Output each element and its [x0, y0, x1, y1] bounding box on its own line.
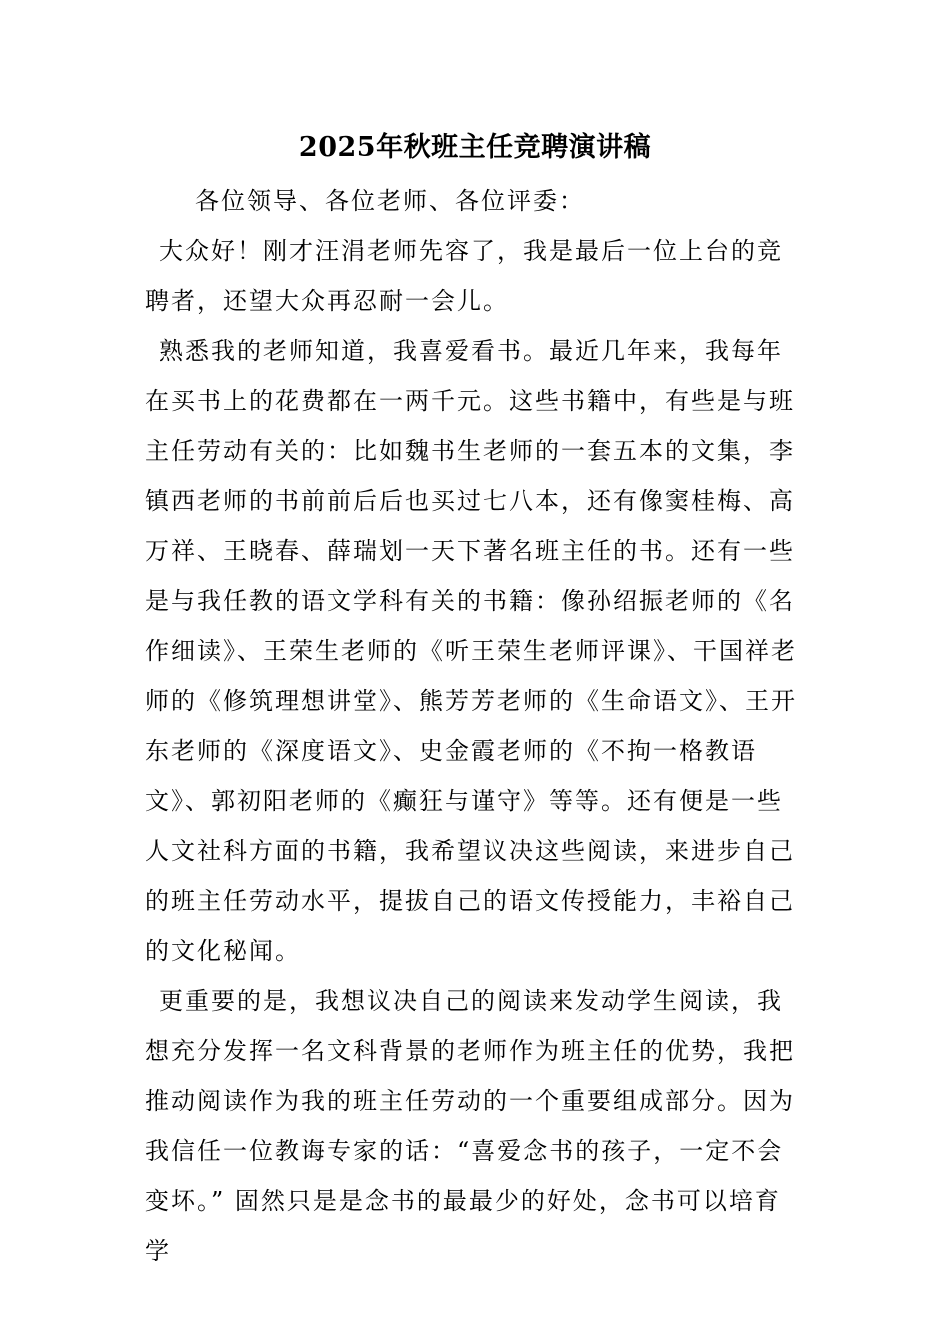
salutation: 各位领导、各位老师、各位评委： [195, 187, 585, 215]
paragraph-reading-habits: 熟悉我的老师知道，我喜爱看书。最近几年来，我每年在买书上的花费都在一两千元。这些书籍中，有些是与班主任劳动有关的：比如魏书生老师的一套五本的文集，李镇西老师的书前前后后也买过七八本，还有像窦桂梅、高万祥、王晓春、薛瑞划一天下著名班主任的书。还有一些是与我任教的语文学科有关的书籍：像孙绍振老师的《名作细读》、王荣生老师的《听王荣生老师评课》、干国祥老师的《修筑理想讲堂》、熊芳芳老师的《生命语文》、王开东老师的《深度语文》、史金霞老师的《不拘一格教语文》、郭初阳老师的《癫狂与谨守》等等。还有便是一些人文社科方面的书籍，我希望议决这些阅读，来进步自己的班主任劳动水平，提拔自己的语文传授能力，丰裕自己的文化秘闻。 [145, 337, 797, 965]
document-title: 2025年秋班主任竞聘演讲稿 [298, 132, 652, 163]
document-body [145, 176, 805, 1276]
paragraph-greeting: 大众好！刚才汪涓老师先容了，我是最后一位上台的竞聘者，还望大众再忍耐一会儿。 [145, 237, 783, 315]
paragraph-promote-reading: 更重要的是，我想议决自己的阅读来发动学生阅读，我想充分发挥一名文科背景的老师作为班主任的优势，我把推动阅读作为我的班主任劳动的一个重要组成部分。因为我信任一位教诲专家的话：“喜爱念书的孩子，一定不会变坏。” 固然只是是念书的最最少的好处，念书可以培育学 [145, 987, 795, 1265]
